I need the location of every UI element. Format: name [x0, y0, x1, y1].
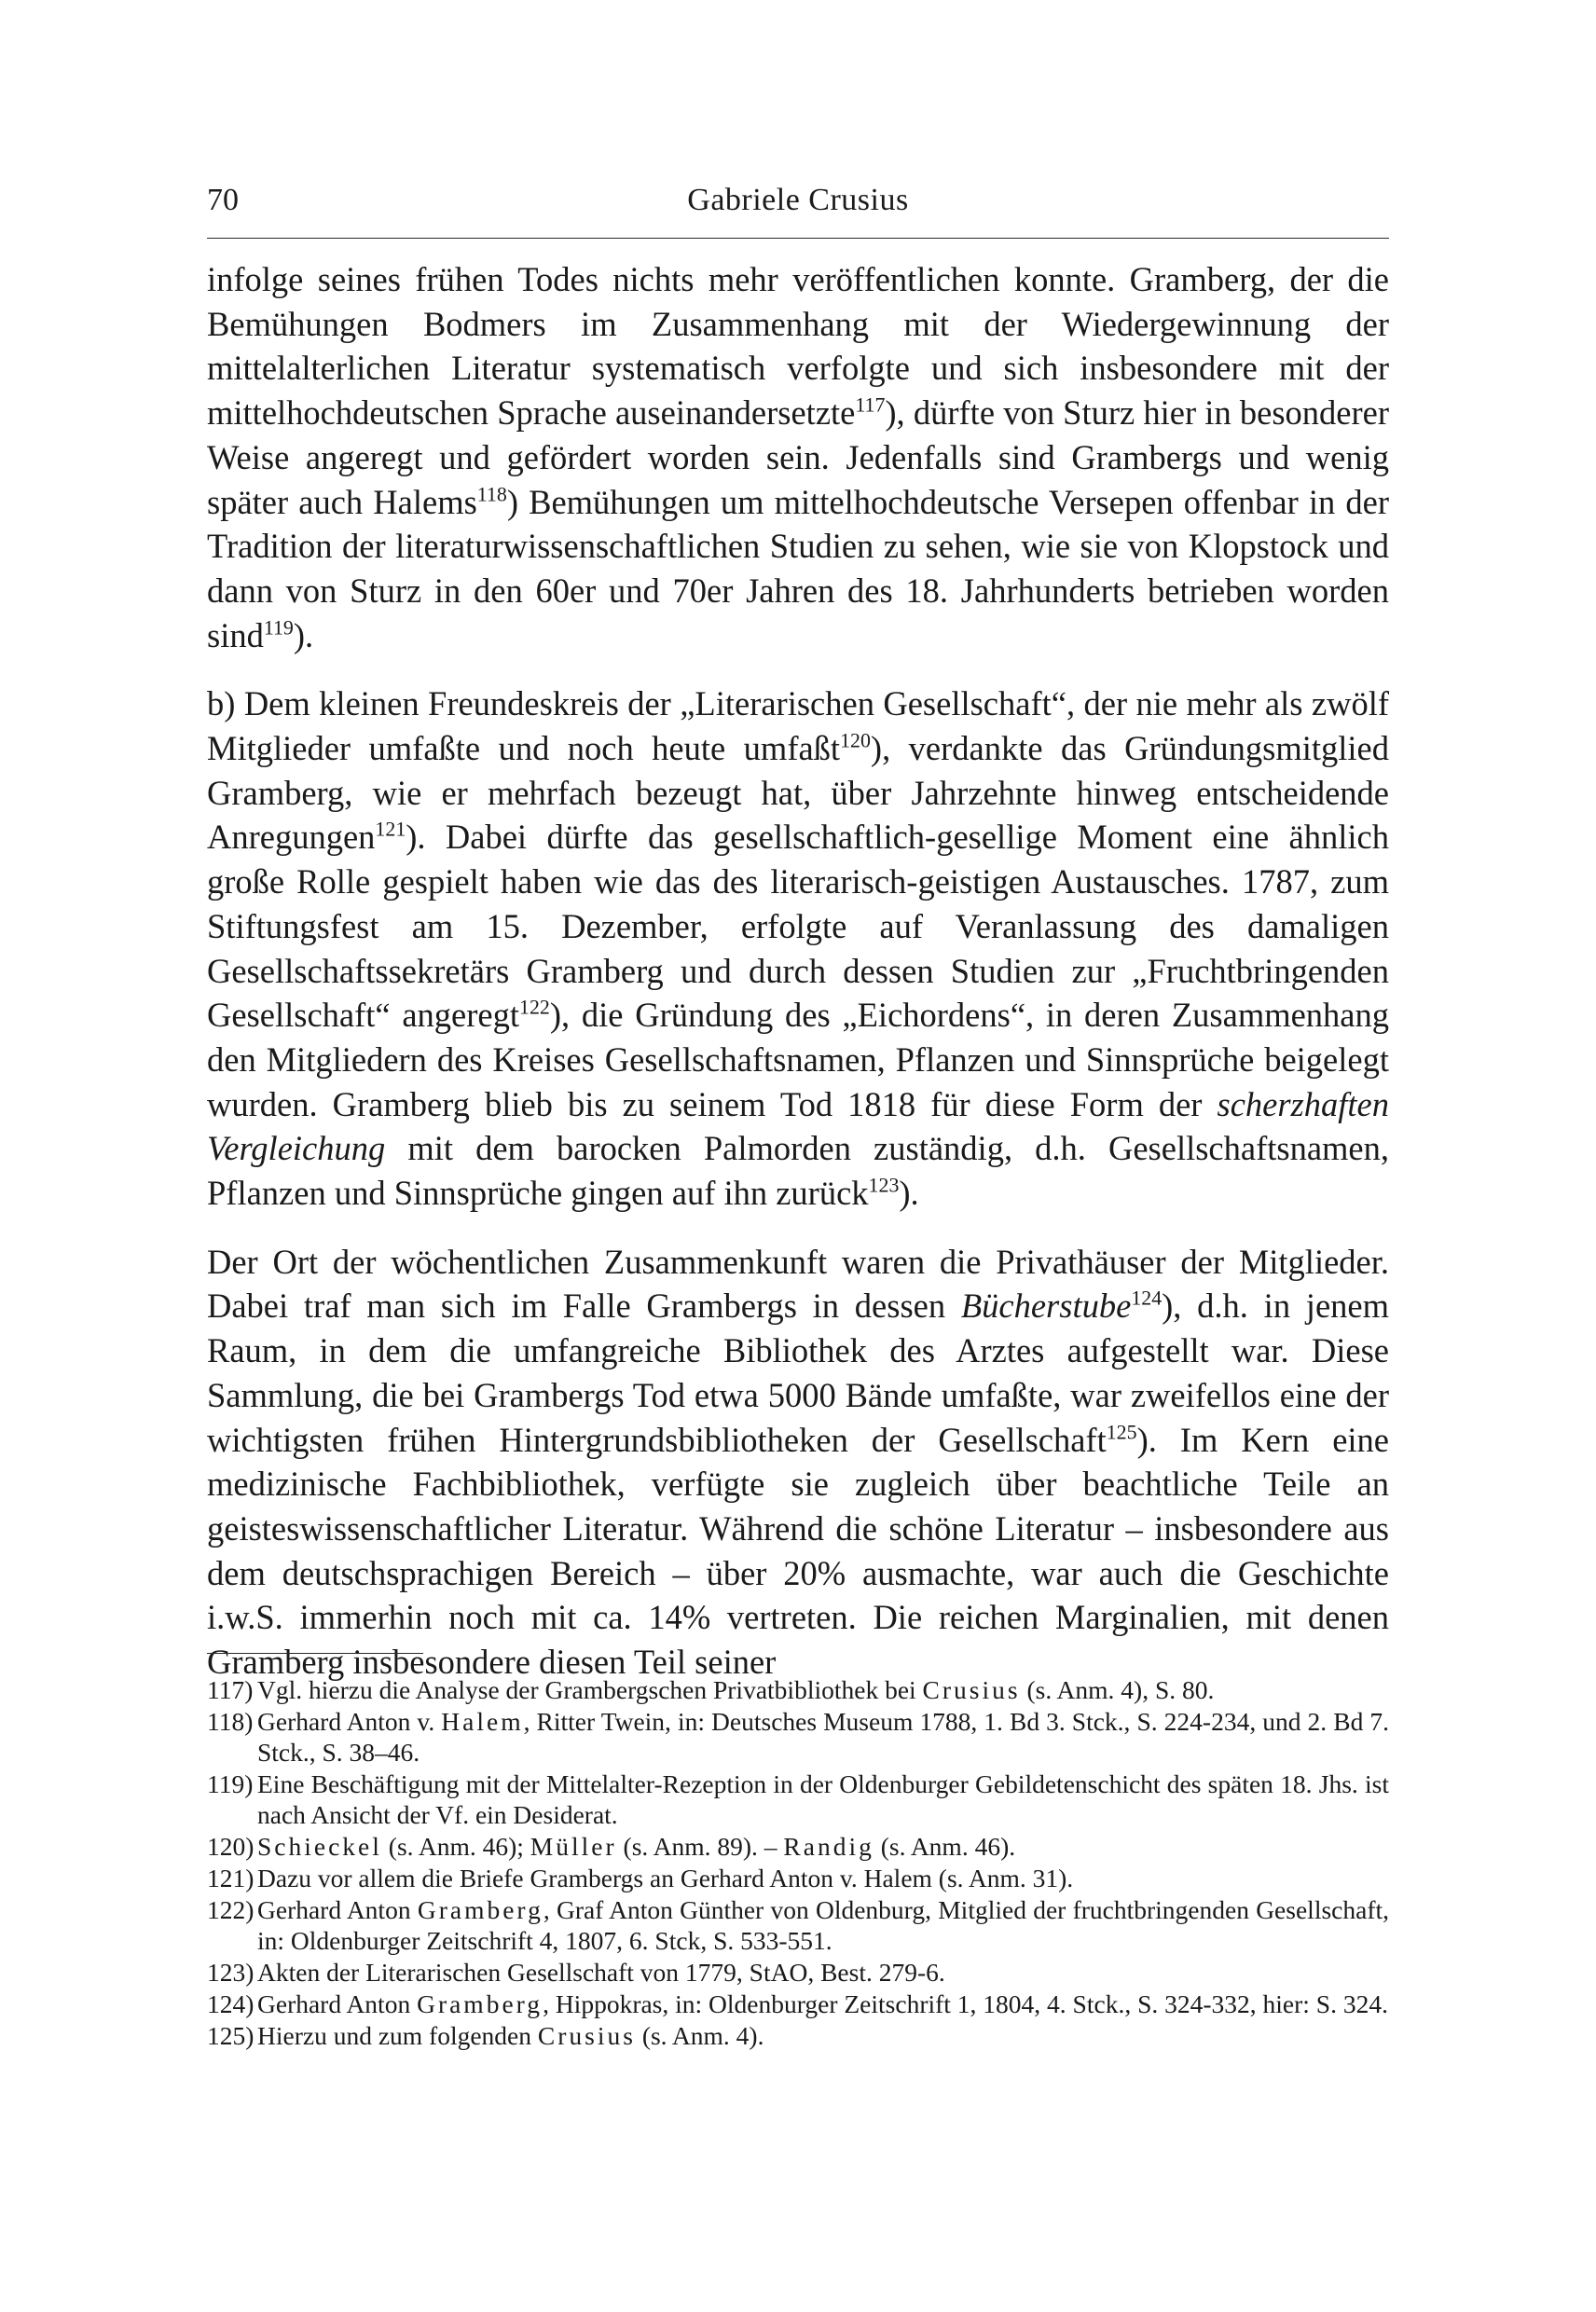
text-run: ).	[293, 615, 314, 654]
text-run: (s. Anm. 46).	[874, 1832, 1016, 1861]
footnote-text	[257, 1706, 1389, 1768]
italic-phrase: Bücherstube	[960, 1287, 1132, 1326]
footnote-120	[207, 1831, 1389, 1862]
footnote-ref: 117	[855, 392, 886, 417]
footnote-ref: 123	[868, 1173, 900, 1197]
footnote-number: 123)	[207, 1958, 255, 1987]
text-run: Gerhard Anton v.	[257, 1707, 442, 1736]
text-run: ), die Gründung des „Eichordens“, in deren Zusammenhang den Mitgliedern des Kreises Gesellschaftsnamen, Pflanzen und Sinnsprüche beigelegt wurden. Gramberg blieb bis zu seinem Tod 1818 für diese Form der	[207, 996, 1390, 1123]
footnote-ref: 119	[263, 615, 294, 640]
text-run: Gerhard Anton	[257, 1895, 418, 1924]
page-header	[207, 183, 1389, 227]
text-run: , Graf Anton Günther von Oldenburg, Mitglied der fruchtbringenden Gesellschaft, in: Oldenburger Zeitschrift 4, 1807, 6. Stck, S. 533-551.	[257, 1895, 1389, 1955]
text-run: Akten der Literarischen Gesellschaft von 1779, StAO, Best. 279-6.	[257, 1958, 945, 1987]
footnote-ref: 118	[476, 481, 507, 505]
footnote-123	[207, 1957, 1389, 1988]
footnote-text	[257, 1831, 1389, 1862]
page-number: 70	[207, 183, 239, 217]
footnote-number: 122)	[207, 1895, 255, 1924]
footnote-number: 121)	[207, 1864, 255, 1892]
footnote-rule	[207, 1653, 423, 1654]
text-run: Eine Beschäftigung mit der Mittelalter-Rezeption in der Oldenburger Gebildetenschicht des späten 18. Jhs. ist nach Ansicht der Vf. ein Desiderat.	[257, 1769, 1389, 1829]
author-name: Gramberg	[417, 1895, 543, 1924]
author-name: Gramberg	[417, 1989, 543, 2018]
author-name: Müller	[530, 1832, 617, 1861]
footnote-text	[257, 1957, 1389, 1988]
footnote-text	[257, 1674, 1389, 1705]
footnotes	[207, 1674, 1389, 2052]
footnote-number: 125)	[207, 2021, 255, 2050]
text-run: , Hippokras, in: Oldenburger Zeitschrift 1, 1804, 4. Stck., S. 324-332, hier: S. 324.	[543, 1989, 1388, 2018]
text-run: (s. Anm. 4).	[635, 2021, 764, 2050]
italic-phrase: scherzhaften Vergleichung	[207, 1084, 1389, 1168]
text-run: Gerhard Anton	[257, 1989, 418, 2018]
footnote-ref: 125	[1106, 1420, 1137, 1444]
text-run: ), dürfte von Sturz hier in besonderer Weise angeregt und gefördert worden sein. Jedenfalls sind Grambergs und wenig später auch Halems	[207, 393, 1389, 521]
text-run: ).	[899, 1174, 919, 1213]
text-run: ), d.h. in jenem Raum, in dem die umfangreiche Bibliothek des Arztes aufgestellt war. Diese Sammlung, die bei Grambergs Tod etwa 5000 Bände umfaßte, war zweifellos eine der wichtigsten frühen Hintergrundsbibliotheken der Gesellschaft	[207, 1287, 1389, 1459]
main-text	[207, 257, 1389, 1685]
paragraph-1	[207, 257, 1389, 657]
text-run: Vgl. hierzu die Analyse der Grambergschen Privatbibliothek bei	[257, 1675, 923, 1704]
footnote-118	[207, 1706, 1389, 1768]
footnote-number: 118)	[207, 1707, 254, 1736]
text-run: (s. Anm. 4), S. 80.	[1020, 1675, 1215, 1704]
text-run: Hierzu und zum folgenden	[257, 2021, 538, 2050]
footnote-124	[207, 1989, 1389, 2019]
paragraph-2	[207, 681, 1389, 1215]
author-name: Crusius	[537, 2021, 636, 2050]
footnote-text	[257, 1894, 1389, 1956]
paragraph-3	[207, 1240, 1389, 1685]
footnote-119	[207, 1768, 1389, 1830]
author-name: Crusius	[922, 1675, 1021, 1704]
footnote-text	[257, 1863, 1389, 1893]
footnote-number: 117)	[207, 1675, 254, 1704]
text-run: Der Ort der wöchentlichen Zusammenkunft waren die Privathäuser der Mitglieder. Dabei traf man sich im Falle Grambergs in dessen	[207, 1242, 1389, 1326]
footnote-ref: 122	[519, 995, 550, 1019]
author-name: Halem	[441, 1707, 524, 1736]
footnote-ref: 124	[1131, 1286, 1163, 1310]
text-run: (s. Anm. 89). –	[616, 1832, 784, 1861]
footnote-117	[207, 1674, 1389, 1705]
footnote-text	[257, 2020, 1389, 2051]
footnote-122	[207, 1894, 1389, 1956]
footnote-number: 120)	[207, 1832, 255, 1861]
text-run: ), verdankte das Gründungsmitglied Gramberg, wie er mehrfach bezeugt hat, über Jahrzehnte hinweg entscheidende Anregungen	[207, 729, 1389, 857]
header-rule	[207, 238, 1389, 239]
footnote-number: 119)	[207, 1769, 254, 1798]
text-run: ). Dabei dürfte das gesellschaftlich-gesellige Moment eine ähnlich große Rolle gespielt haben wie das des literarisch-geistigen Austausches. 1787, zum Stiftungsfest am 15. Dezember, erfolgte auf Veranlassung des damaligen Gesellschaftssekretärs Gramberg und durch dessen Studien zur „Fruchtbringenden Gesellschaft“ angeregt	[207, 818, 1389, 1035]
footnote-text	[257, 1989, 1389, 2019]
author-name: Schieckel	[257, 1832, 382, 1861]
footnote-number: 124)	[207, 1989, 255, 2018]
text-run: Dazu vor allem die Briefe Grambergs an Gerhard Anton v. Halem (s. Anm. 31).	[257, 1864, 1074, 1892]
text-run: ). Im Kern eine medizinische Fachbibliothek, verfügte sie zugleich über beachtliche Teile an geisteswissenschaftlicher Literatur. Während die schöne Literatur – insbesondere aus dem deutschsprachigen Bereich – über 20% ausmachte, war auch die Geschichte i.w.S. immerhin noch mit ca. 14% vertreten. Die reichen Marginalien, mit denen Gramberg insbesondere diesen Teil seiner	[207, 1420, 1389, 1682]
text-run: , Ritter Twein, in: Deutsches Museum 1788, 1. Bd 3. Stck., S. 224-234, und 2. Bd 7. Stck., S. 38–46.	[257, 1707, 1389, 1767]
text-run: b) Dem kleinen Freundeskreis der „Literarischen Gesellschaft“, der nie mehr als zwölf Mitglieder umfaßte und noch heute umfaßt	[207, 684, 1389, 768]
footnote-125	[207, 2020, 1389, 2051]
text-run: mit dem barocken Palmorden zuständig, d.h. Gesellschaftsnamen, Pflanzen und Sinnsprüche gingen auf ihn zurück	[207, 1129, 1389, 1213]
text-run: (s. Anm. 46);	[381, 1832, 530, 1861]
text-run: infolge seines frühen Todes nichts mehr veröffentlichen konnte. Gramberg, der die Bemühungen Bodmers im Zusammenhang mit der Wiedergewinnung der mittelalterlichen Literatur systematisch verfolgte und sich insbesondere mit der mittelhochdeutschen Sprache auseinandersetzte	[207, 260, 1389, 433]
footnote-text	[257, 1768, 1389, 1830]
footnote-ref: 121	[375, 817, 406, 841]
author-name: Randig	[783, 1832, 874, 1861]
footnote-ref: 120	[840, 728, 871, 752]
footnote-121	[207, 1863, 1389, 1893]
text-run: ) Bemühungen um mittelhochdeutsche Versepen offenbar in der Tradition der literaturwissenschaftlichen Studien zu sehen, wie sie von Klopstock und dann von Sturz in den 60er und 70er Jahren des 18. Jahrhunderts betrieben worden sind	[207, 482, 1389, 654]
running-head: Gabriele Crusius	[687, 183, 909, 217]
